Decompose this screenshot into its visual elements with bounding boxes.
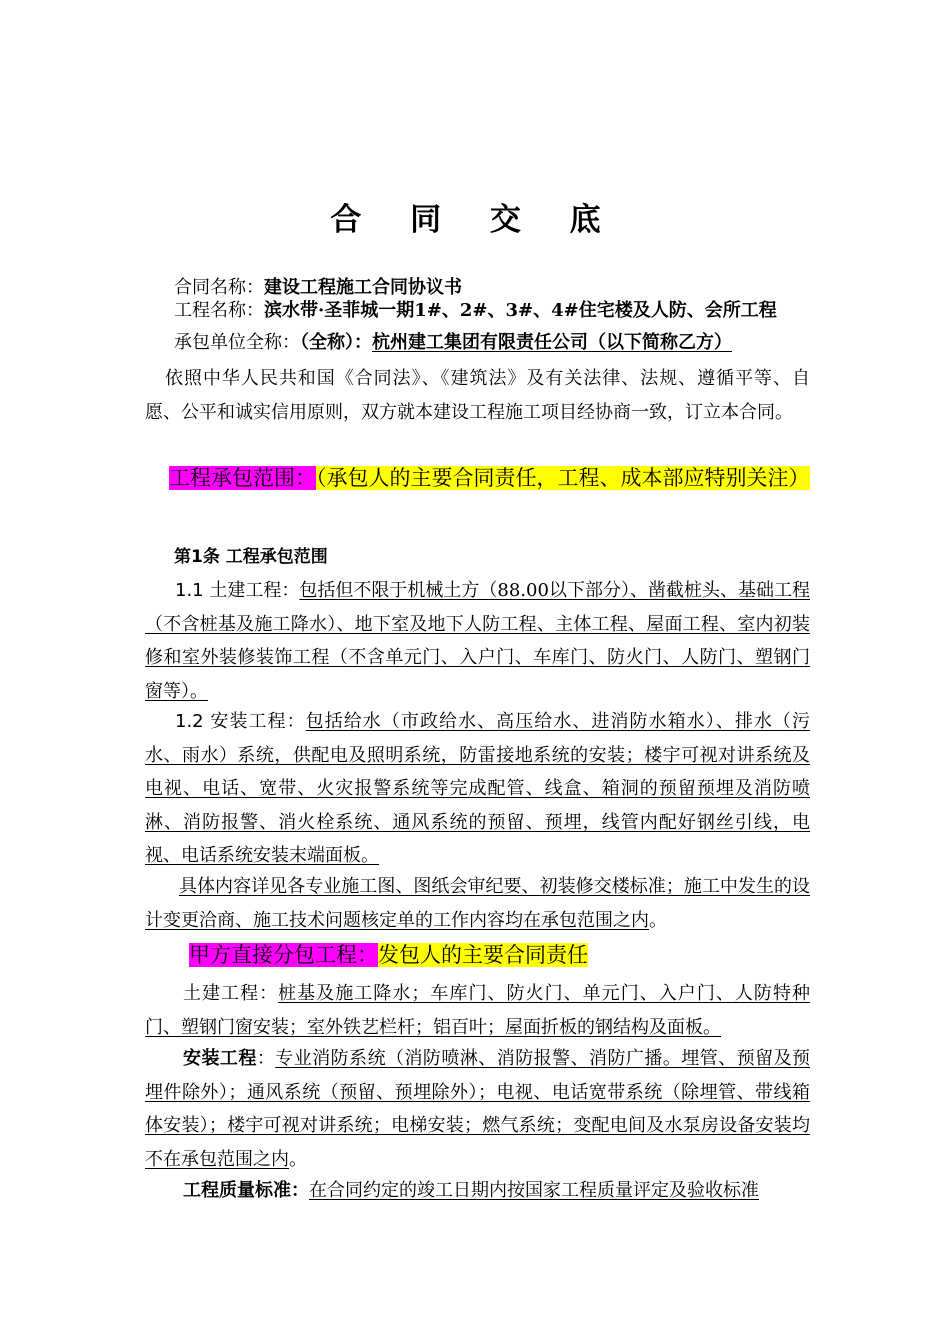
civil-scope	[145, 574, 810, 708]
contractor-value: 杭州建工集团有限责任公司（以下简称乙方）	[372, 332, 732, 353]
install-text: 包括给水（市政给水、高压给水、进消防水箱水）、排水（污水、雨水）系统，供配电及照明系统，防雷接地系统的安装；楼宇可视对讲系统及电视、电话、宽带、火灾报警系统等完成配管、线盒、箱洞的预留预埋及消防喷淋、消防报警、消火栓系统、通风系统的预留、预埋，线管内配好钢丝引线，电视、电话系统安装末端面板。	[145, 711, 810, 866]
document-title: 合 同 交 底	[330, 202, 620, 238]
detail-paragraph	[145, 870, 810, 937]
contractor-line	[174, 331, 732, 355]
detail-text: 具体内容详见各专业施工图、图纸会审纪要、初装修交楼标准；施工中发生的设计变更洽商、施工技术问题核定单的工作内容均在承包范围之内	[145, 876, 810, 931]
contract-name-line	[174, 276, 462, 300]
contract-name-label: 合同名称：	[174, 277, 264, 298]
quality-paragraph	[145, 1174, 810, 1208]
install-label: 1.2 安装工程：	[175, 711, 306, 732]
owner-heading-yellow: 发包人的主要合同责任	[378, 943, 588, 967]
contractor-label: 承包单位全称：	[174, 332, 300, 353]
owner-install-colon: ：	[256, 1048, 276, 1069]
owner-install-paragraph	[145, 1042, 810, 1176]
scope-heading-magenta: 工程承包范围：	[169, 466, 316, 490]
project-name-value: 滨水带·圣菲城一期1#、2#、3#、4#住宅楼及人防、会所工程	[264, 300, 777, 321]
intro-paragraph: 依照中华人民共和国《合同法》、《建筑法》及有关法律、法规、遵循平等、自愿、公平和诚实信用原则，双方就本建设工程施工项目经协商一致，订立本合同。	[145, 368, 810, 423]
scope-heading-yellow-b: 工程、成本部应特别关注）	[557, 466, 810, 490]
contractor-prefix: （全称）：	[300, 332, 372, 353]
quality-text: 在合同约定的竣工日期内按国家工程质量评定及验收标准	[309, 1180, 759, 1201]
civil-label: 1.1 土建工程：	[175, 580, 300, 601]
contract-name-value: 建设工程施工合同协议书	[264, 277, 462, 298]
project-name-line	[174, 299, 777, 323]
scope-heading-yellow-a: （承包人的主要合同责任，	[316, 466, 558, 490]
project-name-label: 工程名称：	[174, 300, 264, 321]
scope-heading	[145, 460, 810, 497]
owner-civil-text: 桩基及施工降水；车库门、防火门、单元门、入户门、人防特种门、塑钢门窗安装；室外铁艺栏杆；铝百叶；屋面折板的钢结构及面板。	[145, 983, 810, 1038]
owner-install-end: 。	[289, 1148, 307, 1170]
owner-install-text: 专业消防系统（消防喷淋、消防报警、消防广播。埋管、预留及预埋件除外）；通风系统（预留、预埋除外）；电视、电话宽带系统（除埋管、带线箱体安装）；楼宇可视对讲系统；电梯安装；燃气系统；变配电间及水泵房设备安装均不在承包范围之内	[145, 1048, 811, 1170]
owner-heading	[145, 937, 810, 974]
owner-civil-label: 土建工程：	[183, 983, 279, 1004]
install-scope	[145, 705, 810, 873]
owner-heading-magenta: 甲方直接分包工程：	[189, 943, 378, 967]
owner-install-label: 安装工程	[183, 1048, 257, 1069]
article-1-heading: 第1条 工程承包范围	[174, 547, 328, 567]
civil-text: 包括但不限于机械土方（88.00以下部分）、凿截桩头、基础工程（不含桩基及施工降水）、地下室及地下人防工程、主体工程、屋面工程、室内初装修和室外装修装饰工程（不含单元门、入户门、车库门、防火门、人防门、塑钢门窗等）。	[145, 580, 810, 702]
owner-civil-paragraph	[145, 977, 810, 1044]
detail-end: 。	[649, 909, 667, 931]
quality-label: 工程质量标准：	[183, 1180, 309, 1201]
